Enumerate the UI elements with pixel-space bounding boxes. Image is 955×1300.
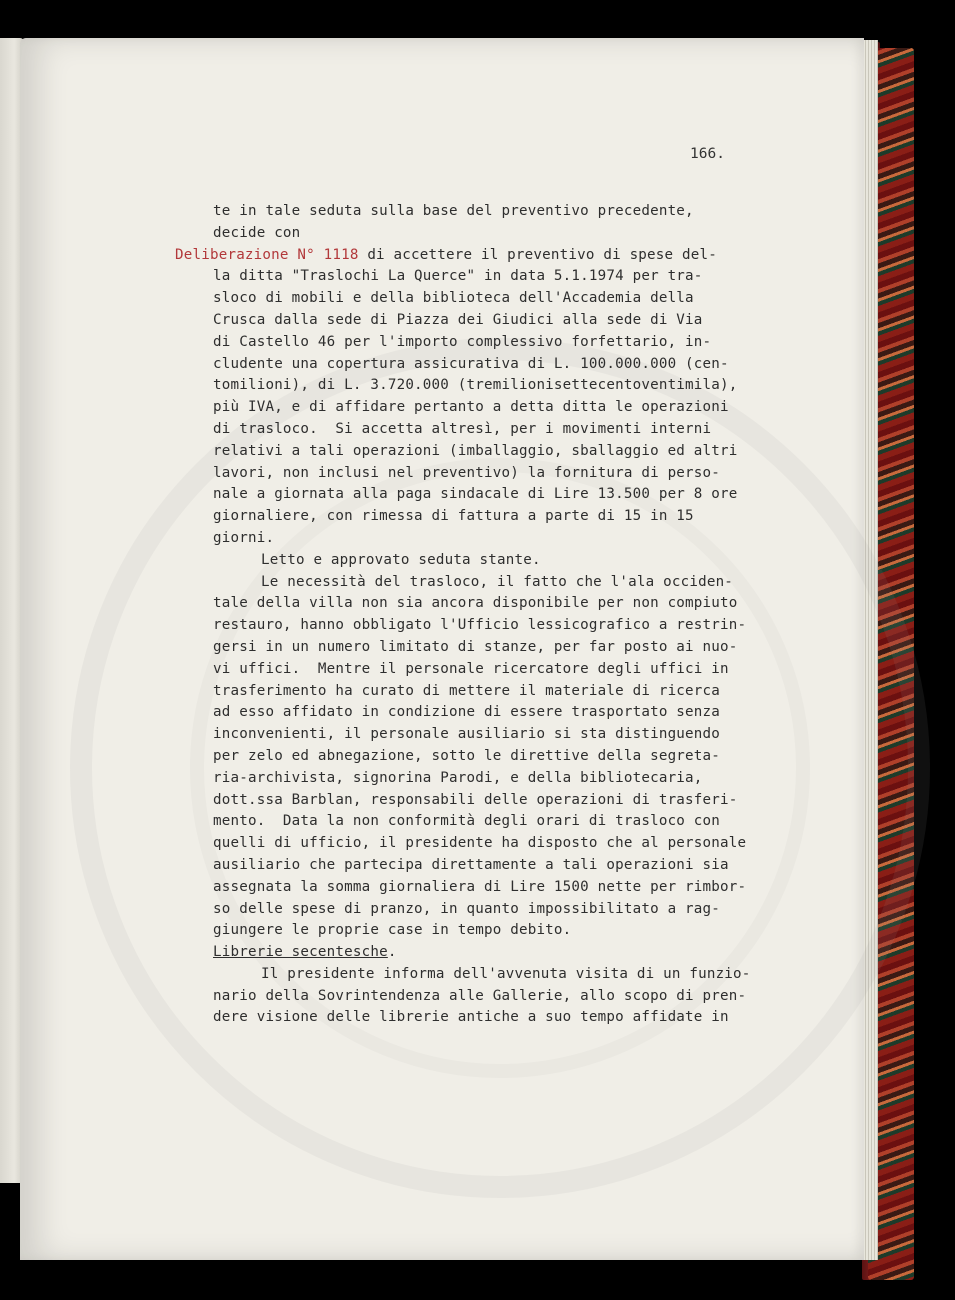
line-text: tomilioni), di L. 3.720.000 (tremilionisettecentoventimila), (213, 377, 738, 394)
text-line (213, 615, 773, 637)
line-text: decide con (213, 224, 301, 241)
text-line (213, 463, 773, 485)
line-text: tale della villa non sia ancora disponibile per non compiuto (213, 595, 738, 612)
line-text: . (387, 944, 397, 961)
text-line (213, 724, 773, 746)
text-line (213, 833, 773, 855)
text-line (261, 550, 773, 572)
text-line (213, 637, 773, 659)
line-text: per zelo ed abnegazione, sotto le direttive della segreta- (213, 747, 721, 764)
text-line (213, 441, 773, 463)
line-text: gersi in un numero limitato di stanze, per far posto ai nuo- (213, 638, 738, 655)
text-line (213, 593, 773, 615)
text-line (213, 899, 773, 921)
text-line (213, 986, 773, 1008)
line-text: di trasloco. Si accetta altresì, per i movimenti interni (213, 420, 712, 437)
line-text: dott.ssa Barblan, responsabili delle operazioni di trasferi- (213, 791, 738, 808)
line-text: la ditta "Traslochi La Querce" in data 5.1.1974 per tra- (213, 268, 703, 285)
text-line (213, 1007, 773, 1029)
text-line (175, 245, 773, 267)
text-line (213, 942, 773, 964)
line-text: so delle spese di pranzo, in quanto impossibilitato a rag- (213, 900, 721, 917)
text-line (213, 920, 773, 942)
text-line (213, 877, 773, 899)
line-text: assegnata la somma giornaliera di Lire 1500 nette per rimbor- (213, 878, 747, 895)
line-text: inconvenienti, il personale ausiliario si sta distinguendo (213, 726, 721, 743)
line-text: ria-archivista, signorina Parodi, e della bibliotecaria, (213, 769, 703, 786)
line-text: quelli di ufficio, il presidente ha disposto che al personale (213, 835, 747, 852)
line-text: giorni. (213, 529, 275, 546)
line-text: te in tale seduta sulla base del preventivo precedente, (213, 203, 694, 219)
line-text: giornaliere, con rimessa di fattura a parte di 15 in 15 (213, 508, 694, 525)
line-text: cludente una copertura assicurativa di L. 100.000.000 (cen- (213, 355, 729, 372)
line-text: mento. Data la non conformità degli orari di trasloco con (213, 813, 721, 830)
text-line (213, 681, 773, 703)
line-text: trasferimento ha curato di mettere il materiale di ricerca (213, 682, 721, 699)
line-text: di Castello 46 per l'importo complessivo forfettario, in- (213, 333, 712, 350)
text-line (213, 310, 773, 332)
line-text: ausiliario che partecipa direttamente a tali operazioni sia (213, 856, 729, 873)
text-line (213, 702, 773, 724)
text-line (261, 572, 773, 594)
line-text: nario della Sovrintendenza alle Gallerie, allo scopo di pren- (213, 987, 747, 1004)
line-text: Il presidente informa dell'avvenuta visita di un funzio- (261, 965, 751, 982)
text-line (213, 484, 773, 506)
text-line (213, 790, 773, 812)
text-line (213, 354, 773, 376)
text-line (213, 332, 773, 354)
text-line (213, 746, 773, 768)
text-line (213, 419, 773, 441)
line-text: ad esso affidato in condizione di essere trasportato senza (213, 704, 721, 721)
text-line (213, 855, 773, 877)
text-line (213, 506, 773, 528)
text-line (213, 201, 773, 223)
text-line (213, 375, 773, 397)
document-body (175, 201, 773, 1029)
line-text: di accettere il preventivo di spese del- (358, 246, 717, 263)
text-line (213, 223, 773, 245)
line-text: più IVA, e di affidare pertanto a detta ditta le operazioni (213, 399, 729, 416)
line-text: nale a giornata alla paga sindacale di Lire 13.500 per 8 ore (213, 486, 738, 503)
text-line (213, 288, 773, 310)
text-line (213, 768, 773, 790)
line-text: relativi a tali operazioni (imballaggio, sballaggio ed altri (213, 442, 738, 459)
line-text: giungere le proprie case in tempo debito. (213, 922, 572, 939)
line-text: restauro, hanno obbligato l'Ufficio lessicografico a restrin- (213, 617, 747, 634)
text-line (213, 659, 773, 681)
page-number: 166. (690, 146, 725, 162)
section-heading: Librerie secentesche (213, 944, 388, 961)
deliberation-number: Deliberazione N° 1118 (175, 246, 359, 263)
text-line (213, 528, 773, 550)
line-text: Le necessità del trasloco, il fatto che l'ala occiden- (261, 573, 734, 590)
line-text: lavori, non inclusi nel preventivo) la fornitura di perso- (213, 464, 721, 481)
line-text: vi uffici. Mentre il personale ricercatore degli uffici in (213, 660, 729, 677)
line-text: sloco di mobili e della biblioteca dell'Accademia della (213, 290, 694, 307)
text-line (213, 811, 773, 833)
line-text: Letto e approvato seduta stante. (261, 551, 541, 568)
text-line (261, 964, 773, 986)
text-line (213, 266, 773, 288)
line-text: dere visione delle librerie antiche a suo tempo affidate in (213, 1009, 729, 1026)
line-text: Crusca dalla sede di Piazza dei Giudici alla sede di Via (213, 311, 703, 328)
text-line (213, 397, 773, 419)
